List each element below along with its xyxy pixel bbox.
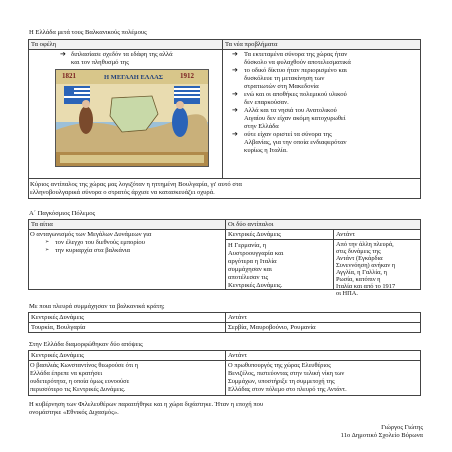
arrow-right-icon: ➢ bbox=[45, 247, 50, 253]
poster-caption: Η ΜΕΓΑΛΗ ΕΛΛΑΣ bbox=[104, 74, 164, 81]
page-title: Η Ελλάδα μετά τους Βαλκανικούς πολέμους bbox=[29, 29, 147, 36]
problem-1-line-1: Τα εκτεταμένα σύνορα της χώρας ήταν bbox=[244, 51, 348, 58]
venizelos-view-line: Συμμάχων, υποστήριξε τη συμμετοχή της bbox=[228, 378, 335, 385]
conclusion-line-1: Η κυβέρνηση των Φιλελευθέρων παραιτήθηκε και η χώρα διχάστηκε. Ήταν η εποχή που bbox=[29, 401, 264, 408]
entente-line: Αντάντ (Εγκάρδια bbox=[336, 255, 383, 262]
entente-line: Από την άλλη πλευρά, bbox=[336, 241, 394, 248]
table3-cell-entente bbox=[225, 322, 421, 333]
central-line: αργότερα η Ιταλία bbox=[228, 258, 277, 265]
problem-4-line-2: Αιγαίου δεν είχαν ακόμη κατοχυρωθεί bbox=[244, 115, 346, 122]
poster-illustration bbox=[56, 70, 208, 166]
problem-3-line-1: ενώ και οι αποθήκες πολεμικού υλικού bbox=[244, 91, 347, 98]
cause-intro: Ο ανταγωνισμός των Μεγάλων Δυνάμεων για bbox=[30, 231, 152, 238]
table1-footer-line-1: Κύριος αντίπαλος της χώρας μας λογιζόταν η ηττημένη Βουλγαρία, γι' αυτό στα bbox=[30, 181, 242, 188]
section-title-balkans: Με ποια πλευρά συμμάχησαν τα βαλκανικά κράτη; bbox=[29, 303, 165, 310]
problem-1-line-2: δύσκολο να φυλαχθούν αποτελεσματικά bbox=[244, 59, 351, 66]
problem-2-line-2: δυσκόλευε τη μετακίνηση των bbox=[244, 75, 325, 82]
header-label: Αντάντ bbox=[228, 314, 247, 321]
central-line: συμμάχησαν και bbox=[228, 266, 272, 273]
greater-greece-poster bbox=[55, 69, 209, 167]
king-view-line: ουδετερότητα, η οποία όμως ευνοούσε bbox=[30, 378, 130, 385]
venizelos-view-line: Βενιζέλος, πιστεύοντας στην τελική νίκη των bbox=[228, 370, 345, 377]
central-line: Κεντρικές Δυνάμεις. bbox=[228, 282, 283, 289]
venizelos-view-line: Ελλάδας στον πόλεμο στο πλευρό της Αντάντ. bbox=[228, 386, 347, 393]
problem-5-line-3: κυρίως η Ιταλία. bbox=[244, 147, 288, 154]
arrow-right-icon: ➢ bbox=[45, 239, 50, 245]
problem-2-line-1: το οδικό δίκτυο ήταν περιορισμένο και bbox=[244, 67, 347, 74]
cell-value: Τουρκία, Βουλγαρία bbox=[31, 324, 86, 331]
venizelos-view-line: Ο πρωθυπουργός της χώρας Ελευθέριος bbox=[228, 362, 331, 369]
section-title-greece: Στην Ελλάδα διαμορφώθηκαν δύο απόψεις bbox=[29, 341, 143, 348]
header-label: Κεντρικές Δυνάμεις bbox=[31, 352, 84, 359]
problem-5-line-2: Αλβανίας, για την οποία ενδιαφερόταν bbox=[244, 139, 347, 146]
arrow-right-icon: ➔ bbox=[232, 106, 238, 114]
king-view-line: περισσότερο τις Κεντρικές Δυνάμεις. bbox=[30, 386, 126, 393]
entente-line: Ιταλία και από το 1917 bbox=[336, 283, 396, 290]
arrow-right-icon: ➔ bbox=[232, 90, 238, 98]
cause-item-1: τον έλεγχο του διεθνούς εμπορίου bbox=[55, 239, 145, 246]
entente-line: Συνεννόηση) ανήκαν η bbox=[336, 262, 396, 269]
header-label: Κεντρικές Δυνάμεις bbox=[31, 314, 84, 321]
header-label: Τα αίτια bbox=[31, 221, 53, 228]
header-label: Τα οφέλη bbox=[31, 41, 57, 48]
poster-year-left: 1821 bbox=[62, 72, 76, 80]
arrow-right-icon: ➔ bbox=[232, 66, 238, 74]
central-line: αποτέλεσαν τις bbox=[228, 274, 269, 281]
entente-line: Αγγλία, η Γαλλία, η bbox=[336, 269, 387, 276]
subheader-label: Κεντρικές Δυνάμεις bbox=[228, 231, 281, 238]
signature-name: Γιώργος Γιώτης bbox=[381, 424, 423, 431]
header-label: Τα νέα προβλήματα bbox=[225, 41, 278, 48]
problem-4-line-3: στην Ελλάδα bbox=[244, 123, 279, 130]
entente-line: στις δυνάμεις της bbox=[336, 248, 381, 255]
cell-value: Σερβία, Μαυροβούνιο, Ρουμανία bbox=[228, 324, 316, 331]
poster-year-right: 1912 bbox=[180, 72, 194, 80]
problem-4-line-1: Αλλά και τα νησιά του Ανατολικού bbox=[244, 107, 337, 114]
central-line: Η Γερμανία, η bbox=[228, 242, 267, 249]
conclusion-line-2: ονομάστηκε «Εθνικός Διχασμός». bbox=[29, 409, 119, 416]
subheader-label: Αντάντ bbox=[336, 231, 355, 238]
problem-5-line-1: ούτε είχαν οριστεί τα σύνορα της bbox=[244, 131, 332, 138]
entente-line: οι ΗΠΑ. bbox=[336, 290, 358, 297]
king-view-line: Ο βασιλιάς Κωνσταντίνος θεωρούσε ότι η bbox=[30, 362, 139, 369]
benefit-line-2: και τον πληθυσμό της bbox=[71, 59, 129, 66]
header-label: Οι δύο αντίπαλοι bbox=[228, 221, 274, 228]
problem-2-line-3: στρατιωτών στη Μακεδονία bbox=[244, 83, 319, 90]
entente-line: Ρωσία, κατόπιν η bbox=[336, 276, 381, 283]
arrow-right-icon: ➔ bbox=[60, 50, 66, 58]
benefit-line-1: διπλασίασε σχεδόν τα εδάφη της αλλά bbox=[71, 51, 173, 58]
section-title-ww1: Α΄ Παγκόσμιος Πόλεμος bbox=[29, 210, 96, 217]
header-label: Αντάντ bbox=[228, 352, 247, 359]
cause-item-2: την κυριαρχία στα βαλκάνια bbox=[55, 247, 131, 254]
arrow-right-icon: ➔ bbox=[232, 50, 238, 58]
signature-school: 11ο Δημοτικό Σχολείο Βύρωνα bbox=[340, 432, 423, 439]
table3-cell-central bbox=[28, 322, 226, 333]
king-view-line: Ελλάδα έπρεπε να κρατήσει bbox=[30, 370, 103, 377]
problem-3-line-2: δεν επαρκούσαν. bbox=[244, 99, 289, 106]
arrow-right-icon: ➔ bbox=[232, 130, 238, 138]
table1-footer-line-2: ελληνοβουλγαρικά σύνορα ο στρατός άρχισε να κατασκευάζει οχυρά. bbox=[30, 189, 215, 196]
central-line: Αυστροουγγαρία και bbox=[228, 250, 284, 257]
